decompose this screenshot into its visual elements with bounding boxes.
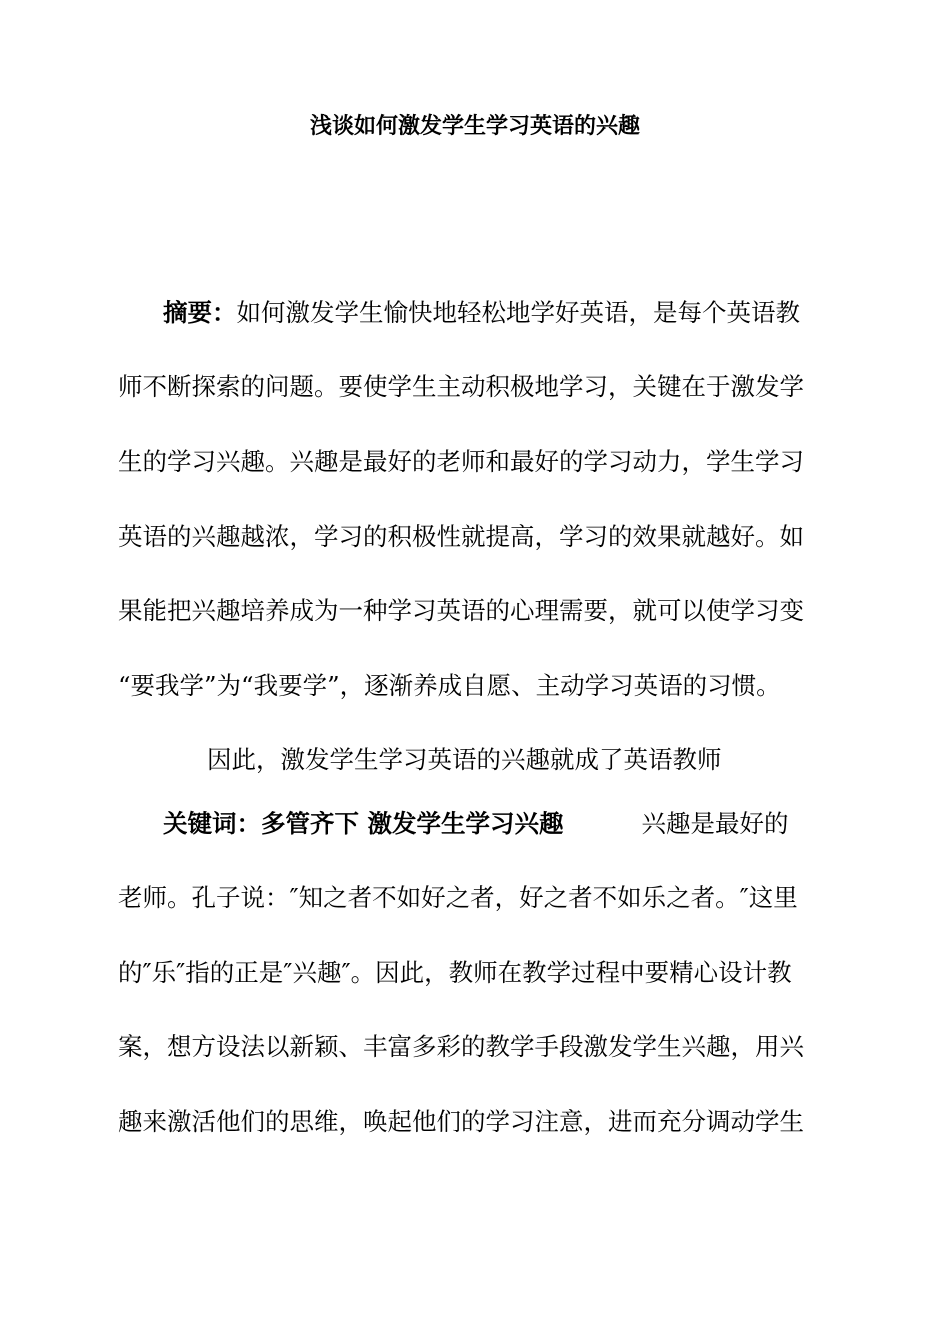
abstract-line-4: 英语的兴趣越浓，学习的积极性就提高，学习的效果就越好。如: [118, 522, 804, 551]
body-line-2: 的″乐″指的正是″兴趣″。因此，教师在教学过程中要精心设计教: [118, 958, 792, 987]
abstract-text: 如何激发学生愉快地轻松地学好英语，是每个英语教: [236, 298, 800, 327]
abstract-line-3: 生的学习兴趣。兴趣是最好的老师和最好的学习动力，学生学习: [118, 447, 804, 476]
abstract-line-7: 因此，激发学生学习英语的兴趣就成了英语教师: [207, 745, 722, 774]
keywords-line: [163, 808, 789, 840]
document-title: 浅谈如何激发学生学习英语的兴趣: [309, 113, 640, 139]
keywords-tail: 兴趣是最好的: [641, 809, 789, 838]
abstract-line-6: “要我学”为“我要学”，逐渐养成自愿、主动学习英语的习惯。: [118, 671, 781, 700]
body-line-4: 趣来激活他们的思维，唤起他们的学习注意，进而充分调动学生: [118, 1107, 804, 1136]
abstract-label: 摘要：: [163, 298, 237, 327]
keywords-label: 关键词：多管齐下 激发学生学习兴趣: [163, 809, 564, 838]
abstract-line-5: 果能把兴趣培养成为一种学习英语的心理需要，就可以使学习变: [118, 596, 804, 625]
abstract-line-2: 师不断探索的问题。要使学生主动积极地学习，关键在于激发学: [118, 372, 804, 401]
body-line-3: 案，想方设法以新颖、丰富多彩的教学手段激发学生兴趣，用兴: [118, 1032, 804, 1061]
abstract-line-1: [163, 297, 800, 329]
body-line-1: 老师。孔子说：″知之者不如好之者，好之者不如乐之者。″这里: [118, 883, 798, 912]
